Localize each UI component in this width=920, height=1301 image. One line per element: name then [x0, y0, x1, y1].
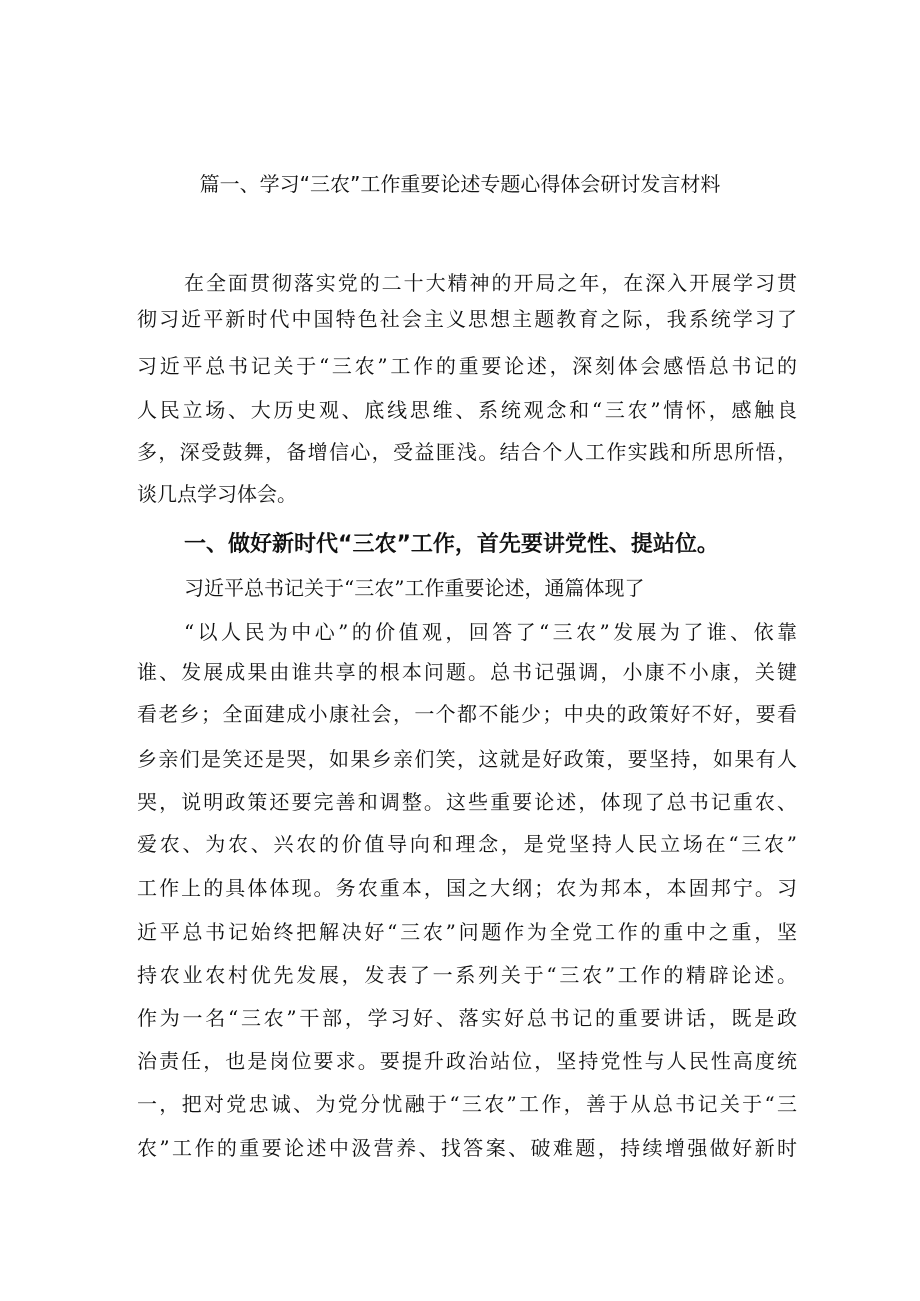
paragraph-line: 治责任，也是岗位要求。要提升政治站位，坚持党性与人民性高度统	[137, 1049, 797, 1073]
paragraph-line: 彻习近平新时代中国特色社会主义思想主题教育之际，我系统学习了	[137, 307, 797, 331]
paragraph-line: 多，深受鼓舞，备增信心，受益匪浅。结合个人工作实践和所思所悟，	[137, 440, 797, 464]
paragraph-line: 谈几点学习体会。	[137, 482, 297, 506]
paragraph-line: 习近平总书记关于“三农”工作重要论述，通篇体现了	[184, 576, 645, 600]
paragraph-line: 一，把对党忠诚、为党分忧融于“三农”工作，善于从总书记关于“三	[137, 1092, 797, 1116]
paragraph-line: 工作上的具体体现。务农重本，国之大纲；农为邦本，本固邦宁。习	[137, 876, 797, 900]
paragraph-line: 哭，说明政策还要完善和调整。这些重要论述，体现了总书记重农、	[137, 790, 797, 814]
paragraph-line: 作为一名“三农”干部，学习好、落实好总书记的重要讲话，既是政	[137, 1006, 797, 1030]
paragraph-line: 持农业农村优先发展，发表了一系列关于“三农”工作的精辟论述。	[137, 963, 797, 987]
paragraph-line: 近平总书记始终把解决好“三农”问题作为全党工作的重中之重，坚	[137, 920, 797, 944]
paragraph-line: 人民立场、大历史观、底线思维、系统观念和“三农”情怀，感触良	[137, 398, 797, 422]
paragraph-line: 乡亲们是笑还是哭，如果乡亲们笑，这就是好政策，要坚持，如果有人	[137, 747, 797, 771]
paragraph-line: “以人民为中心”的价值观，回答了“三农”发展为了谁、依靠	[184, 620, 797, 644]
section-heading: 一、做好新时代“三农”工作，首先要讲党性、提站位。	[184, 532, 719, 557]
paragraph-line: 农”工作的重要论述中汲营养、找答案、破难题，持续增强做好新时	[137, 1136, 797, 1160]
paragraph-line: 习近平总书记关于“三农”工作的重要论述，深刻体会感悟总书记的	[137, 354, 797, 378]
paragraph-line: 看老乡；全面建成小康社会，一个都不能少；中央的政策好不好，要看	[137, 702, 797, 726]
paragraph-line: 谁、发展成果由谁共享的根本问题。总书记强调，小康不小康，关键	[137, 660, 797, 684]
paragraph-line: 爱农、为农、兴农的价值导向和理念，是党坚持人民立场在“三农”	[137, 832, 797, 856]
paragraph-line: 在全面贯彻落实党的二十大精神的开局之年，在深入开展学习贯	[184, 271, 797, 295]
document-title: 篇一、学习“三农”工作重要论述专题心得体会研讨发言材料	[199, 172, 721, 196]
